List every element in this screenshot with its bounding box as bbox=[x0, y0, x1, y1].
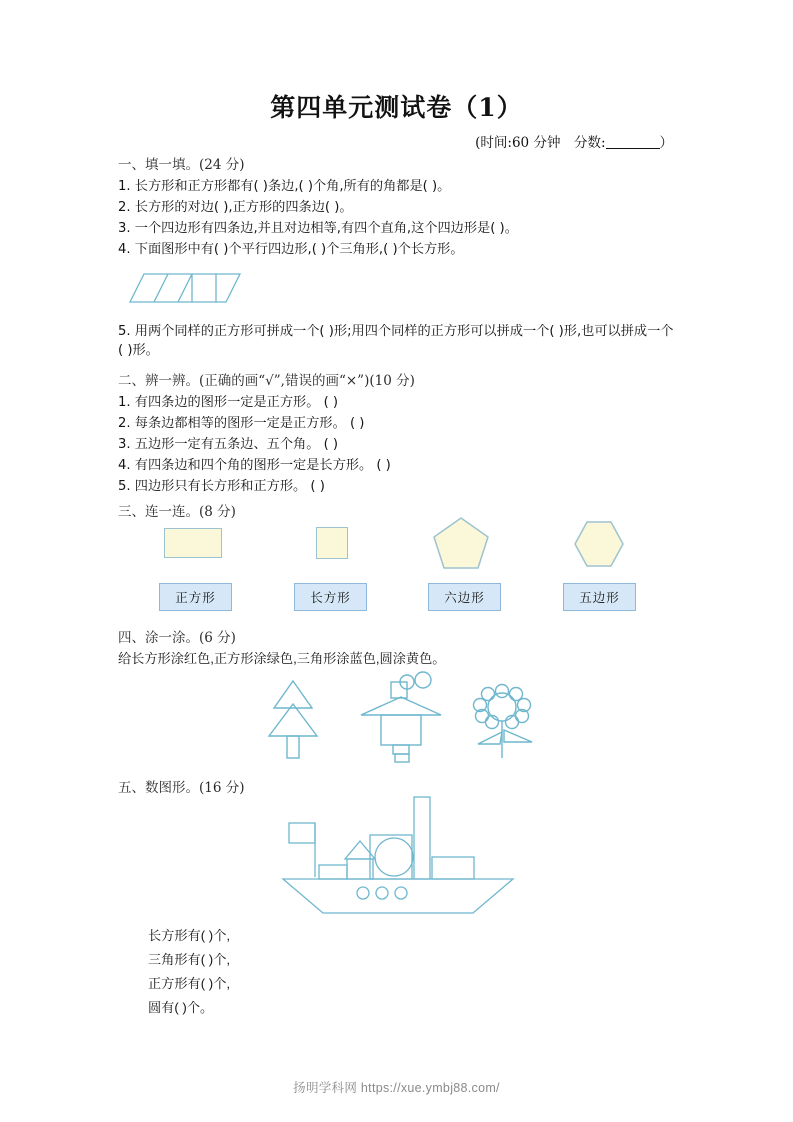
parallelogram-svg bbox=[128, 272, 248, 308]
score-blank bbox=[606, 148, 660, 149]
lantern-figure[interactable] bbox=[355, 672, 447, 764]
flower-figure[interactable] bbox=[466, 682, 540, 760]
label-box-changfangxing[interactable]: 长方形 bbox=[294, 583, 367, 611]
count-triangles: 三角形有( )个, bbox=[148, 952, 231, 967]
section-two-q2: 2. 每条边都相等的图形一定是正方形。 ( ) bbox=[118, 416, 365, 431]
parallelogram-figure bbox=[128, 272, 248, 308]
section-one-q2: 2. 长方形的对边( ),正方形的四条边( )。 bbox=[118, 200, 353, 215]
pentagon-shape[interactable] bbox=[432, 516, 490, 570]
section-two-q4: 4. 有四条边和四个角的图形一定是长方形。 ( ) bbox=[118, 458, 391, 473]
section-two-q3: 3. 五边形一定有五条边、五个角。 ( ) bbox=[118, 437, 339, 452]
section-two-heading: 二、辨一辨。(正确的画“√”,错误的画“×”)(10 分) bbox=[118, 373, 415, 389]
section-one-q5: 5. 用两个同样的正方形可拼成一个( )形;用四个同样的正方形可以拼成一个( )形,也可以拼成一个( )形。 bbox=[118, 324, 674, 358]
boat-figure[interactable] bbox=[277, 795, 527, 917]
section-one-heading: 一、填一填。(24 分) bbox=[118, 157, 245, 173]
time-score-paren: ） bbox=[659, 135, 673, 151]
section-two-q5: 5. 四边形只有长方形和正方形。 ( ) bbox=[118, 479, 325, 494]
label-box-liubianxing[interactable]: 六边形 bbox=[428, 583, 501, 611]
label-box-wubianxing[interactable]: 五边形 bbox=[563, 583, 636, 611]
section-four-instruction: 给长方形涂红色,正方形涂绿色,三角形涂蓝色,圆涂黄色。 bbox=[118, 651, 446, 666]
section-one-q4: 4. 下面图形中有( )个平行四边形,( )个三角形,( )个长方形。 bbox=[118, 242, 464, 257]
tree-svg bbox=[262, 678, 324, 760]
count-rectangles: 长方形有( )个, bbox=[148, 928, 231, 943]
hexagon-shape[interactable] bbox=[573, 520, 625, 568]
footer-watermark: 扬明学科网 https://xue.ymbj88.com/ bbox=[293, 1081, 500, 1095]
section-three-heading: 三、连一连。(8 分) bbox=[118, 504, 236, 520]
tree-figure[interactable] bbox=[262, 678, 324, 760]
time-score-label: (时间:60 分钟 分数: bbox=[475, 135, 606, 151]
section-five-heading: 五、数图形。(16 分) bbox=[118, 780, 245, 796]
hexagon-svg bbox=[573, 520, 625, 568]
section-four-heading: 四、涂一涂。(6 分) bbox=[118, 630, 236, 646]
section-two-q1: 1. 有四条边的图形一定是正方形。 ( ) bbox=[118, 395, 339, 410]
square-shape[interactable] bbox=[316, 527, 348, 559]
section-one-q1: 1. 长方形和正方形都有( )条边,( )个角,所有的角都是( )。 bbox=[118, 179, 451, 194]
page-title: 第四单元测试卷（1） bbox=[270, 93, 523, 122]
lantern-svg bbox=[355, 672, 447, 764]
count-circles: 圆有( )个。 bbox=[148, 1000, 214, 1015]
time-and-score bbox=[475, 131, 673, 151]
boat-svg bbox=[277, 795, 527, 917]
flower-svg bbox=[466, 682, 540, 760]
rectangle-shape[interactable] bbox=[164, 528, 222, 558]
count-squares: 正方形有( )个, bbox=[148, 976, 231, 991]
label-box-zhengfangxing[interactable]: 正方形 bbox=[159, 583, 232, 611]
pentagon-svg bbox=[432, 516, 490, 570]
section-one-q3: 3. 一个四边形有四条边,并且对边相等,有四个直角,这个四边形是( )。 bbox=[118, 221, 518, 236]
